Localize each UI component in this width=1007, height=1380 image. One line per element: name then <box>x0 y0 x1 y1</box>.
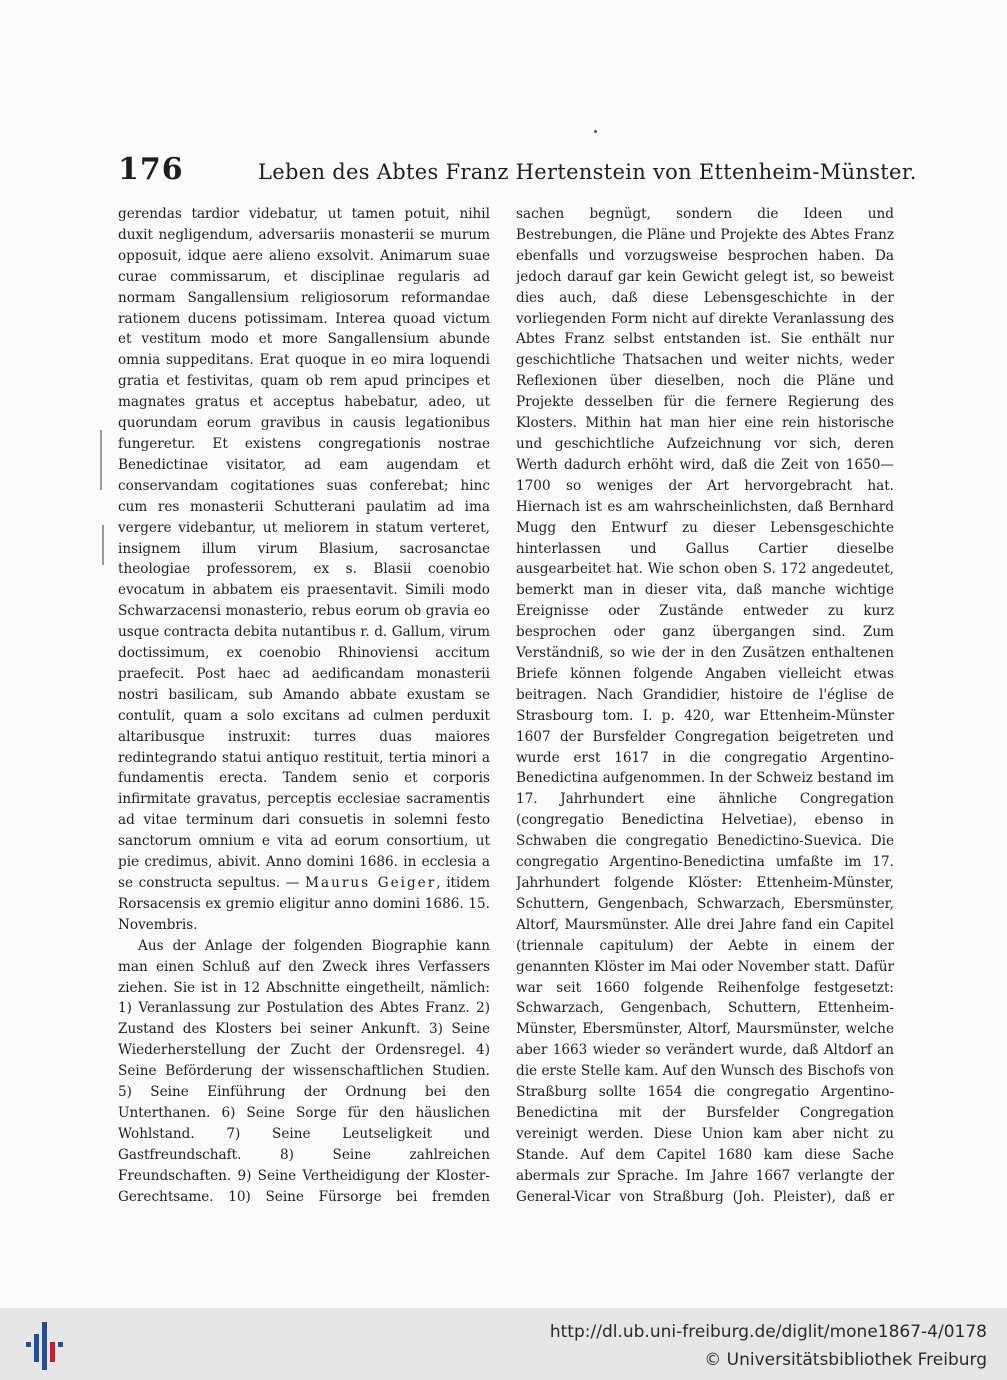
margin-mark <box>102 525 104 565</box>
latin-text: gerendas tardior videbatur, ut tamen potuit, nihil duxit negligendum, adversariis monasterii se murum opposuit, idque aere alieno exsolvit. Animarum suae curae commissarum, et disciplinae regularis ad normam Sangallensium religiosorum reformandae rationem ducens potissimam. Interea quoad victum et vestitum modo et more Sangallensium abunde omnia suppeditans. Erat quoque in eo mira loquendi gratia et festivitas, quam ob rem apud principes et magnates gratus et acceptus habebatur, adeo, ut quorundam eorum gravibus in causis legationibus fungeretur. Et existens congregationis nostrae Benedictinae visitator, ad eam augendam et conservandam cogitationes suas conferebat; hinc cum res monasterii Schutterani paulatim ad ima vergere videbantur, ut meliorem in statum verteret, insignem illum virum Blasium, sacrosanctae theologiae professorem, ex s. Blasii coenobio evocatum in abbatem eis praesentavit. Simili modo Schwarzacensi monasterio, rebus eorum ob gravia eo usque contracta debita nutantibus r. d. Gallum, virum doctissimum, ex coenobio Rhinoviensi accitum praefecit. Post haec ad aedificandam monasterii nostri basilicam, sub Amando abbate exustam se contulit, quam a solo excitans ad culmen perduxit altaribusque instruxit: turres duas maiores redintegrando statui antiquo restituit, tertia minori a fundamentis erecta. Tandem senio et corporis infirmitate gravatus, perceptis ecclesiae sacramentis ad vitae terminum dari consuetis in solemni festo sanctorum omnium e vita ad eorum consortium, ut pie credimus, abivit. Anno domini 1686. in ecclesia a se constructa sepultus. — <box>118 206 490 891</box>
margin-mark <box>100 430 102 490</box>
person-name: Maurus Geiger <box>305 875 437 891</box>
latin-text-end: , itidem Rorsacensis ex gremio eligitur anno domini 1686. 15. Novembris. <box>118 875 490 933</box>
right-column <box>516 204 894 1204</box>
german-paragraph: Aus der Anlage der folgenden Biographie kann man einen Schluß auf den Zweck ihres Verfassers ziehen. Sie ist in 12 Abschnitte eingetheilt, nämlich: 1) Veranlassung zur Postulation des Abtes Franz. 2) Zustand des Klosters bei seiner Ankunft. 3) Seine Wiederherstellung der Zucht der Ordensregel. 4) Seine Beförderung der wissenschaftlichen Studien. 5) Seine Einführung der Ordnung bei den Unterthanen. 6) Seine Sorge für den häuslichen Wohlstand. 7) Seine Leutseligkeit und Gastfreundschaft. 8) Seine zahlreichen Freundschaften. 9) Seine Vertheidigung der Kloster-Gerechtsame. 10) Seine Fürsorge bei fremden <box>118 937 490 1204</box>
copyright-notice: © Universitätsbibliothek Freiburg <box>704 1350 987 1370</box>
permalink-url[interactable]: http://dl.ub.uni-freiburg.de/diglit/mone1867-4/0178 <box>549 1322 987 1342</box>
library-logo-icon[interactable] <box>20 1320 68 1370</box>
latin-paragraph <box>118 204 490 936</box>
speck <box>594 130 597 133</box>
german-paragraph: sachen begnügt, sondern die Ideen und Bestrebungen, die Pläne und Projekte des Abtes Franz ebenfalls und vorzugsweise besprochen haben. Da jedoch darauf gar kein Gewicht gelegt ist, so beweist dies auch, daß diese Lebensgeschichte in der vorliegenden Form nicht auf direkte Veranlassung des Abtes Franz selbst entstanden ist. Sie enthält nur geschichtliche Thatsachen und weiter nichts, weder Reflexionen über dieselben, noch die Pläne und Projekte desselben für die fernere Regierung des Klosters. Mithin hat man hier eine rein historische und geschichtliche Aufzeichnung vor sich, deren Werth dadurch erhöht wird, daß die Zeit von 1650—1700 so weniges der Art hervorgebracht hat. Hiernach ist es am wahrscheinlichsten, daß Bernhard Mugg den Entwurf zu dieser Lebensgeschichte hinterlassen und Gallus Cartier dieselbe ausgearbeitet hat. Wie schon oben S. 172 angedeutet, bemerkt man in dieser vita, daß manche wichtige Ereignisse oder Zustände entweder zu kurz besprochen oder ganz übergangen sind. Zum Verständniß, so wie der in den Zusätzen enthaltenen Briefe können folgende Angaben vielleicht etwas beitragen. Nach Grandidier, histoire de l'église de Strasbourg tom. I. p. 420, war Ettenheim-Münster 1607 der Bursfelder Congregation beigetreten und wurde erst 1617 in die congregatio Argentino-Benedictina aufgenommen. In der Schweiz bestand im 17. Jahrhundert eine ähnliche Congregation (congregatio Benedictina Helvetiae), ebenso in Schwaben die congregatio Benedictino-Suevica. Die congregatio Argentino-Benedictina umfaßte im 17. Jahrhundert folgende Klöster: Ettenheim-Münster, Schuttern, Gengenbach, Schwarzach, Ebersmünster, Altorf, Maursmünster. Alle drei Jahre fand ein Capitel (triennale capitulum) der Aebte in einem der genannten Klöster im Mai oder November statt. Dafür war seit 1660 folgende Reihenfolge festgesetzt: Schwarzach, Gengenbach, Schuttern, Ettenheim-Münster, Ebersmünster, Altorf, Maursmünster, welche aber 1663 wieder so verändert wurde, daß Altdorf an die erste Stelle kam. Auf den Wunsch des Bischofs von Straßburg sollte 1654 die congregatio Argentino-Benedictina mit der Bursfelder Congregation vereinigt werden. Diese Union kam aber nicht zu Stande. Auf dem Capitel 1680 kam diese Sache abermals zur Sprache. Im Jahre 1667 verlangte der General-Vicar von Straßburg (Joh. Pleister), daß er <box>516 206 894 1204</box>
running-title: Leben des Abtes Franz Hertenstein von Ettenheim-Münster. <box>258 160 917 184</box>
page-number: 176 <box>118 152 184 187</box>
left-column <box>118 204 490 1204</box>
viewer-footer <box>0 1308 1007 1380</box>
